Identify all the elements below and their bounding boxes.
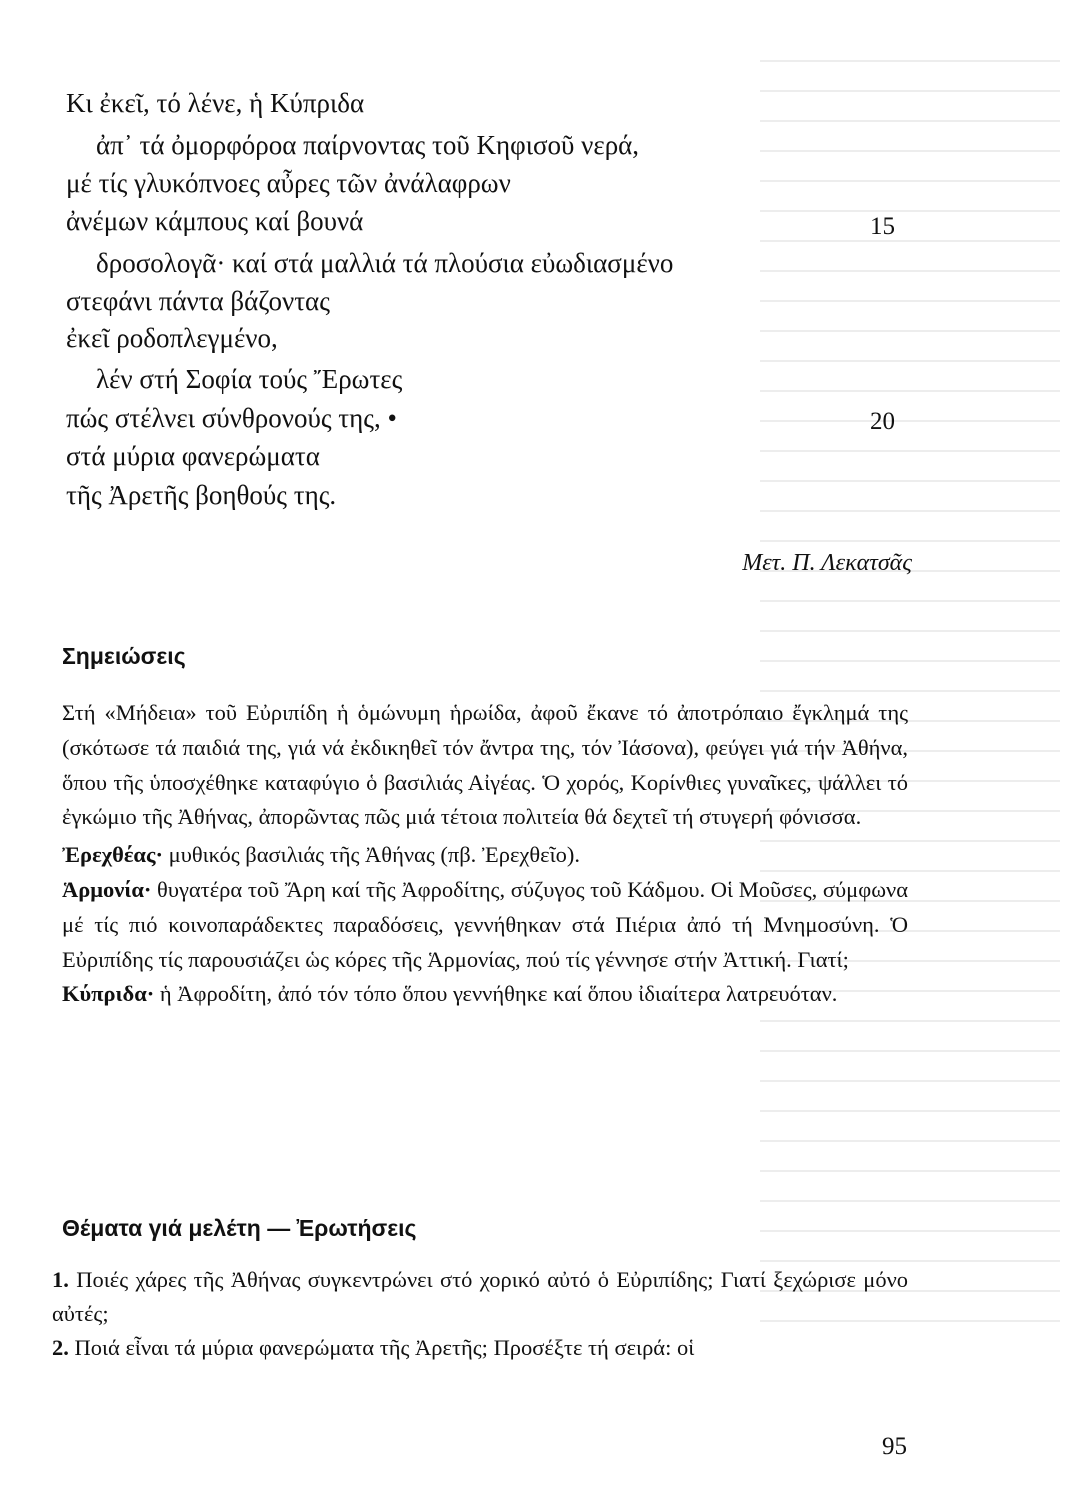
note-term: Κύπριδα·: [62, 981, 155, 1007]
question-item: [52, 1331, 908, 1365]
poem-line: μέ τίς γλυκόπνοες αὖρες τῶν ἀνάλαφρων: [66, 168, 511, 198]
note-term: Ἐρεχθέας·: [62, 842, 163, 868]
poem-line: λέν στή Σοφία τούς Ἔρωτες: [96, 364, 403, 394]
poem-line: στά μύρια φανερώματα: [66, 441, 320, 471]
poem-line: πώς στέλνει σύνθρονούς της, •: [66, 403, 397, 433]
question-text: Ποιές χάρες τῆς Ἀθήνας συγκεντρώνει στό χορικό αὐτό ὁ Εὐριπίδης; Γιατί ξεχώρισε μόνο αὐτές;: [52, 1267, 908, 1326]
note-text: μυθικός βασιλιάς τῆς Ἀθήνας (πβ. Ἐρεχθεῖο).: [163, 842, 581, 868]
note-entry: [62, 838, 908, 873]
line-number: 20: [870, 408, 895, 435]
poem-line: ἀπ᾿ τά ὀμορφόροα παίρνοντας τοῦ Κηφισοῦ νερά,: [96, 130, 640, 160]
poem-line: ἀνέμων κάμπους καί βουνά: [66, 206, 364, 236]
poem-line: στεφάνι πάντα βάζοντας: [66, 286, 330, 316]
page-number: 95: [882, 1433, 907, 1460]
notes-section: [62, 696, 908, 1012]
note-text: θυγατέρα τοῦ Ἄρη καί τῆς Ἀφροδίτης, σύζυγος τοῦ Κάδμου. Οἱ Μοῦσες, σύμφωνα μέ τίς πιό κοινοπαράδεκτες παραδόσεις, γεννήθηκαν στά Πιέρια ἀπό τή Μνημοσύνη. Ὁ Εὐριπίδης τίς παρουσιάζει ὡς κόρες τῆς Ἁρμονίας, πού τίς γέννησε στήν Ἀττική. Γιατί;: [62, 876, 908, 972]
notes-intro: Στή «Μήδεια» τοῦ Εὐριπίδη ἡ ὁμώνυμη ἡρωίδα, ἀφοῦ ἔκανε τό ἀποτρόπαιο ἔγκλημά της (σκότωσε τά παιδιά της, γιά νά ἐκδικηθεῖ τόν ἄντρα της, τόν Ἰάσονα), φεύγει γιά τήν Ἀθήνα, ὅπου τῆς ὑποσχέθηκε καταφύγιο ὁ βασιλιάς Αἰγέας. Ὁ χορός, Κορίνθιες γυναῖκες, ψάλλει τό ἐγκώμιο τῆς Ἀθήνας, ἀπορῶντας πῶς μιά τέτοια πολιτεία θά δεχτεῖ τή στυγερή φόνισσα.: [62, 700, 908, 830]
poem-line: ἐκεῖ ροδοπλεγμένο,: [66, 323, 278, 353]
note-entry: [62, 873, 908, 977]
questions-section: [52, 1263, 908, 1365]
notes-heading: Σημειώσεις: [62, 643, 186, 669]
line-number: 15: [870, 213, 895, 240]
question-item: [52, 1263, 908, 1331]
question-text: Ποιά εἶναι τά μύρια φανερώματα τῆς Ἀρετῆς; Προσέξτε τή σειρά: οἱ: [68, 1335, 695, 1360]
poem-line: Κι ἐκεῖ, τό λένε, ἡ Κύπριδα: [66, 88, 365, 118]
question-number: 2.: [52, 1335, 69, 1360]
questions-heading: Θέματα γιά μελέτη — Ἐρωτήσεις: [62, 1215, 417, 1241]
poem-line: τῆς Ἀρετῆς βοηθούς της.: [66, 480, 337, 510]
note-entry: [62, 977, 908, 1012]
poem-line: δροσολογᾶ· καί στά μαλλιά τά πλούσια εὐωδιασμένο: [96, 248, 674, 278]
translator-credit: Μετ. Π. Λεκατσᾶς: [742, 550, 912, 576]
note-text: ἡ Ἀφροδίτη, ἀπό τόν τόπο ὅπου γεννήθηκε καί ὅπου ἰδιαίτερα λατρευόταν.: [154, 981, 838, 1007]
question-number: 1.: [52, 1267, 69, 1292]
note-term: Ἁρμονία·: [62, 876, 152, 902]
